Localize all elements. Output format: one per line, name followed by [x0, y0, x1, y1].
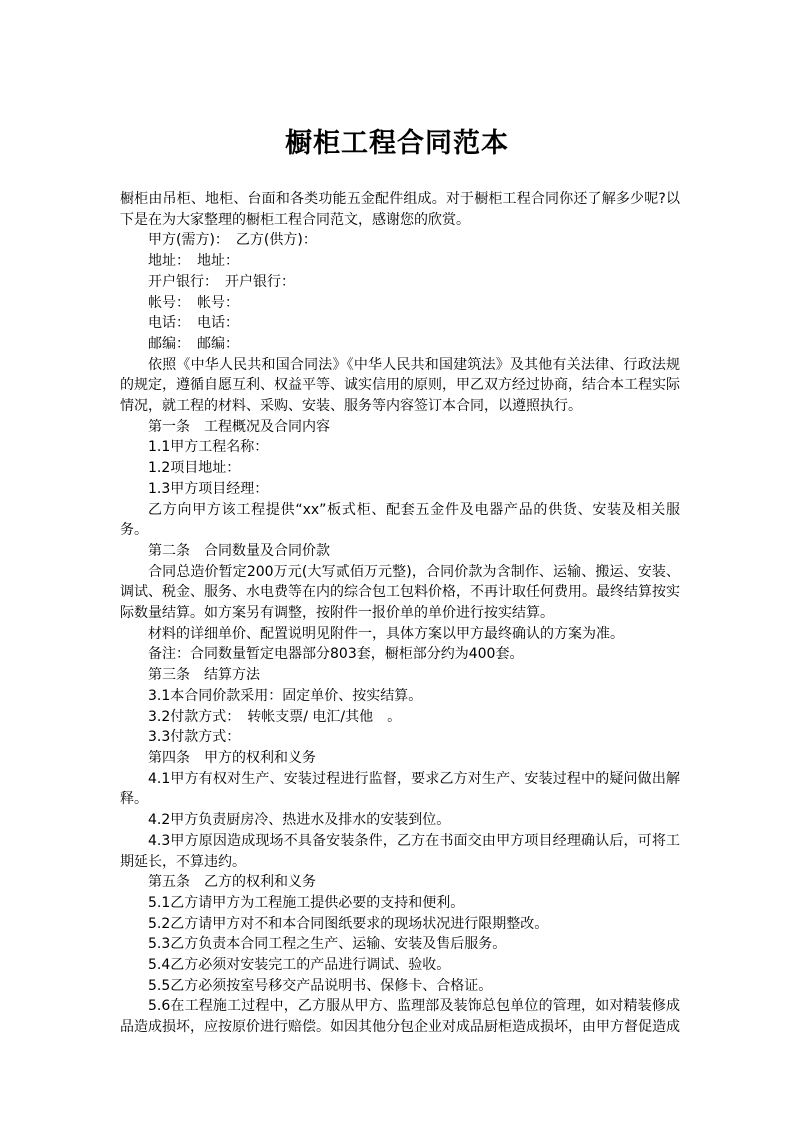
paragraph: 第二条 合同数量及合同价款: [148, 542, 330, 559]
paragraph: 4.2甲方负责厨房冷、热进水及排水的安装到位。: [148, 812, 451, 829]
paragraph: 1.2项目地址：: [148, 460, 241, 477]
paragraph: 5.4乙方必须对安装完工的产品进行调试、验收。: [148, 957, 451, 974]
paragraph: 材料的详细单价、配置说明见附件一，具体方案以甲方最终确认的方案为准。: [148, 625, 624, 642]
paragraph: 5.1乙方请甲方为工程施工提供必要的支持和便利。: [148, 894, 465, 911]
paragraph: 第五条 乙方的权利和义务: [148, 874, 316, 891]
paragraph: 3.3付款方式：: [148, 729, 241, 746]
paragraph: 第三条 结算方法: [148, 667, 260, 684]
paragraph: 地址： 地址：: [148, 253, 239, 270]
paragraph: 开户银行： 开户银行：: [148, 273, 295, 290]
paragraph: 橱柜由吊柜、地柜、台面和各类功能五金配件组成。对于橱柜工程合同你还了解多少呢?以下是在为大家整理的橱柜工程合同范文，感谢您的欣赏。: [120, 191, 680, 228]
paragraph: 帐号： 帐号：: [148, 294, 239, 311]
paragraph: 合同总造价暂定200万元(大写贰佰万元整)，合同价款为含制作、运输、搬运、安装、调试、税金、服务、水电费等在内的综合包工包料价格，不再计取任何费用。最终结算按实际数量结算。如方案另有调整，按附件一报价单的单价进行按实结算。: [120, 563, 680, 622]
paragraph: 1.1甲方工程名称：: [148, 439, 269, 456]
paragraph: 备注：合同数量暂定电器部分803套，橱柜部分约为400套。: [148, 646, 524, 663]
paragraph: 1.3甲方项目经理：: [148, 480, 269, 497]
paragraph: 乙方向甲方该工程提供“xx”板式柜、配套五金件及电器产品的供货、安装及相关服务。: [120, 501, 680, 539]
paragraph: 电话： 电话：: [148, 315, 239, 332]
paragraph: 3.2付款方式： 转帐支票/ 电汇/其他 。: [148, 708, 402, 725]
paragraph: 5.5乙方必须按室号移交产品说明书、保修卡、合格证。: [148, 977, 493, 994]
paragraph: 依照《中华人民共和国合同法》《中华人民共和国建筑法》及其他有关法律、行政法规的规定，遵循自愿互利、权益平等、诚实信用的原则，甲乙双方经过协商，结合本工程实际情况，就工程的材料、采购、安装、服务等内容签订本合同，以遵照执行。: [120, 356, 680, 415]
paragraph: 5.3乙方负责本合同工程之生产、运输、安装及售后服务。: [148, 936, 507, 953]
document-body: [120, 189, 680, 1038]
paragraph: 5.2乙方请甲方对不和本合同图纸要求的现场状况进行限期整改。: [148, 915, 549, 932]
paragraph: 邮编： 邮编：: [148, 335, 239, 352]
paragraph: 第四条 甲方的权利和义务: [148, 749, 316, 766]
paragraph: 4.3甲方原因造成现场不具备安装条件，乙方在书面交由甲方项目经理确认后，可将工期延长，不算违约。: [120, 832, 680, 870]
paragraph: 第一条 工程概况及合同内容: [148, 418, 330, 435]
paragraph: 甲方(需方)： 乙方(供方)：: [148, 232, 317, 249]
document-title: 橱柜工程合同范本: [285, 128, 509, 159]
paragraph: 5.6在工程施工过程中，乙方服从甲方、监理部及装饰总包单位的管理，如对精装修成品造成损坏，应按原价进行赔偿。如因其他分包企业对成品厨柜造成损坏，由甲方督促造成: [120, 998, 680, 1036]
paragraph: 3.1本合同价款采用：固定单价、按实结算。: [148, 687, 423, 704]
paragraph: 4.1甲方有权对生产、安装过程进行监督，要求乙方对生产、安装过程中的疑问做出解释。: [120, 770, 680, 808]
